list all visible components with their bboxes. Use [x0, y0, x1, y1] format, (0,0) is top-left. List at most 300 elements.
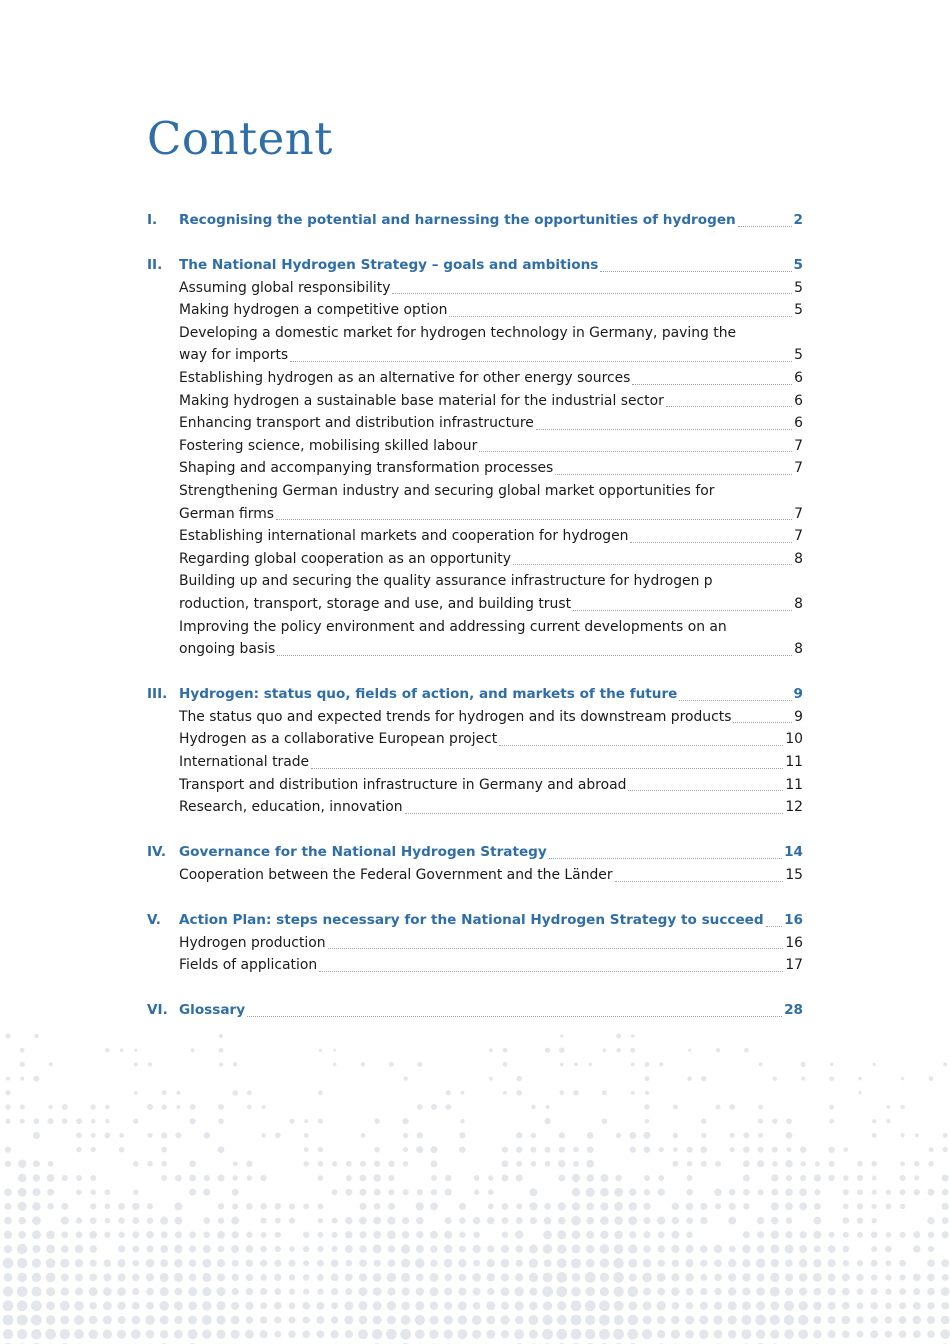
decorative-dot: [430, 1302, 438, 1310]
decorative-dot: [886, 1190, 891, 1195]
decorative-dot: [460, 1091, 464, 1095]
dot-leader: [290, 361, 792, 362]
decorative-dot: [587, 1146, 594, 1153]
decorative-dot: [858, 1077, 862, 1081]
decorative-dot: [402, 1231, 409, 1238]
decorative-dot: [613, 1258, 623, 1268]
decorative-dot: [260, 1316, 267, 1323]
decorative-dot: [556, 1286, 567, 1297]
decorative-dot: [134, 1049, 137, 1052]
decorative-dot: [416, 1202, 424, 1210]
decorative-dot: [942, 1203, 949, 1210]
decorative-dot: [31, 1315, 42, 1326]
decorative-dot: [202, 1259, 211, 1268]
decorative-dot: [672, 1259, 679, 1266]
toc-section-heading[interactable]: [147, 841, 803, 864]
decorative-dot: [786, 1217, 793, 1224]
toc-section-heading[interactable]: [147, 209, 803, 232]
decorative-dot: [798, 1315, 808, 1325]
decorative-dot: [714, 1288, 721, 1295]
decorative-dot: [203, 1217, 210, 1224]
decorative-dot: [813, 1330, 822, 1339]
decorative-dot: [233, 1062, 237, 1066]
decorative-dot: [800, 1175, 806, 1181]
decorative-dot: [444, 1288, 452, 1296]
decorative-dot: [20, 1077, 24, 1081]
decorative-dot: [571, 1300, 582, 1311]
decorative-dot: [217, 1231, 225, 1239]
decorative-dot: [430, 1259, 437, 1266]
decorative-dot: [274, 1302, 282, 1310]
decorative-dot: [274, 1274, 281, 1281]
decorative-dot: [813, 1316, 821, 1324]
decorative-dot: [76, 1218, 82, 1224]
decorative-dot: [261, 1232, 267, 1238]
decorative-dot: [430, 1203, 438, 1211]
toc-entry[interactable]: [147, 390, 803, 413]
decorative-dot: [857, 1232, 863, 1238]
decorative-dot: [516, 1260, 523, 1267]
decorative-dot: [416, 1287, 424, 1295]
decorative-dot: [202, 1315, 212, 1325]
decorative-dot: [60, 1316, 69, 1325]
decorative-dot: [885, 1331, 892, 1338]
decorative-dot: [744, 1048, 749, 1053]
decorative-dot: [458, 1287, 466, 1295]
decorative-dot: [687, 1076, 692, 1081]
decorative-dot: [700, 1245, 708, 1253]
decorative-dot: [317, 1330, 325, 1338]
decorative-dot: [928, 1232, 934, 1238]
decorative-dot: [360, 1161, 366, 1167]
decorative-dot: [345, 1189, 352, 1196]
decorative-dot: [771, 1259, 779, 1267]
decorative-dot: [359, 1245, 366, 1252]
decorative-dot: [175, 1231, 182, 1238]
toc-section-heading[interactable]: [147, 683, 803, 706]
entry-page-number: 9: [794, 708, 803, 725]
entry-page-number: 7: [794, 437, 803, 454]
decorative-dot: [557, 1301, 566, 1310]
decorative-dot: [503, 1091, 507, 1095]
decorative-dot: [359, 1301, 368, 1310]
toc-entry[interactable]: [147, 525, 803, 548]
decorative-dot: [714, 1245, 722, 1253]
decorative-dot: [374, 1147, 380, 1153]
dot-leader: [600, 271, 791, 272]
decorative-dot: [927, 1330, 935, 1338]
decorative-dot: [657, 1330, 665, 1338]
decorative-dot: [473, 1231, 480, 1238]
decorative-dot: [318, 1161, 323, 1166]
decorative-dot: [613, 1329, 624, 1340]
decorative-dot: [857, 1161, 863, 1167]
decorative-dot: [247, 1090, 252, 1095]
decorative-dot: [318, 1119, 323, 1124]
decorative-dot: [246, 1260, 253, 1267]
decorative-dot: [47, 1203, 54, 1210]
decorative-dot: [90, 1203, 96, 1209]
decorative-dot: [573, 1147, 579, 1153]
decorative-dot: [417, 1189, 423, 1195]
decorative-dot: [585, 1300, 596, 1311]
decorative-dot: [899, 1302, 906, 1309]
decorative-dot: [160, 1330, 168, 1338]
decorative-dot: [714, 1302, 722, 1310]
decorative-dot: [132, 1288, 139, 1295]
decorative-dot: [728, 1301, 737, 1310]
decorative-dot: [815, 1161, 820, 1166]
decorative-dot: [17, 1315, 28, 1326]
decorative-dot: [530, 1147, 536, 1153]
decorative-dot: [472, 1315, 482, 1325]
decorative-dot: [645, 1119, 650, 1124]
decorative-dot: [218, 1118, 224, 1124]
decorative-dot: [672, 1302, 680, 1310]
decorative-dot: [89, 1274, 97, 1282]
toc-entry[interactable]: [147, 774, 803, 797]
toc-entry[interactable]: [147, 367, 803, 390]
decorative-dot: [303, 1161, 308, 1166]
decorative-dot: [829, 1119, 834, 1124]
dot-leader: [328, 948, 784, 949]
decorative-dot: [430, 1287, 439, 1296]
decorative-dot: [34, 1118, 40, 1124]
decorative-dot: [644, 1189, 650, 1195]
decorative-dot: [559, 1132, 565, 1138]
decorative-dot: [900, 1189, 906, 1195]
toc-entry[interactable]: [147, 412, 803, 435]
decorative-dot: [246, 1316, 254, 1324]
decorative-dot: [4, 1217, 12, 1225]
decorative-dot: [743, 1146, 749, 1152]
decorative-dot: [118, 1273, 126, 1281]
decorative-dot: [303, 1204, 309, 1210]
decorative-dot: [388, 1189, 394, 1195]
decorative-dot: [799, 1188, 807, 1196]
entry-page-number: 8: [794, 641, 803, 658]
decorative-dot: [929, 1147, 934, 1152]
section-page-number: 14: [784, 844, 803, 861]
decorative-dot: [913, 1231, 920, 1238]
decorative-dot: [118, 1217, 125, 1224]
toc-entry-line[interactable]: Strengthening German industry and securing global market opportunities for: [179, 483, 715, 500]
decorative-dot: [417, 1062, 422, 1067]
decorative-dot: [473, 1260, 480, 1267]
decorative-dot: [756, 1259, 765, 1268]
decorative-dot: [685, 1273, 693, 1281]
dot-pattern-decoration: [0, 1020, 950, 1344]
dot-leader: [311, 768, 783, 769]
decorative-dot: [728, 1315, 737, 1324]
decorative-dot: [557, 1258, 567, 1268]
entry-title: German firms: [179, 505, 275, 522]
decorative-dot: [275, 1133, 281, 1139]
toc-entry[interactable]: [147, 796, 803, 819]
decorative-dot: [743, 1189, 750, 1196]
decorative-dot: [403, 1161, 408, 1166]
decorative-dot: [871, 1246, 877, 1252]
decorative-dot: [585, 1272, 596, 1283]
decorative-dot: [643, 1203, 650, 1210]
decorative-dot: [756, 1329, 765, 1338]
section-page-number: 16: [784, 912, 803, 929]
decorative-dot: [586, 1217, 594, 1225]
decorative-dot: [388, 1245, 395, 1252]
decorative-dot: [60, 1301, 70, 1311]
decorative-dot: [885, 1289, 891, 1295]
decorative-dot: [61, 1245, 69, 1253]
decorative-dot: [729, 1104, 734, 1109]
decorative-dot: [673, 1147, 678, 1152]
decorative-dot: [429, 1315, 438, 1324]
decorative-dot: [232, 1175, 237, 1180]
decorative-dot: [844, 1147, 849, 1152]
toc-entry[interactable]: [147, 457, 803, 480]
decorative-dot: [501, 1174, 508, 1181]
decorative-dot: [48, 1161, 54, 1167]
entry-title: Assuming global responsibility: [179, 279, 391, 296]
decorative-dot: [614, 1188, 623, 1197]
decorative-dot: [742, 1245, 750, 1253]
decorative-dot: [120, 1048, 124, 1052]
decorative-dot: [331, 1288, 338, 1295]
decorative-dot: [813, 1301, 822, 1310]
decorative-dot: [528, 1315, 538, 1325]
decorative-dot: [472, 1330, 481, 1339]
decorative-dot: [516, 1161, 522, 1167]
decorative-dot: [770, 1273, 779, 1282]
entry-title: Shaping and accompanying transformation processes: [179, 460, 554, 477]
decorative-dot: [445, 1189, 452, 1196]
decorative-dot: [616, 1133, 622, 1139]
toc-entry[interactable]: [147, 954, 803, 977]
decorative-dot: [288, 1260, 295, 1267]
decorative-dot: [714, 1259, 722, 1267]
decorative-dot: [543, 1244, 552, 1253]
decorative-dot: [345, 1288, 352, 1295]
entry-page-number: 11: [785, 754, 803, 771]
decorative-dot: [544, 1118, 550, 1124]
decorative-dot: [644, 1146, 650, 1152]
toc-entry[interactable]: [147, 503, 803, 526]
decorative-dot: [630, 1146, 636, 1152]
decorative-dot: [572, 1230, 581, 1239]
decorative-dot: [699, 1315, 708, 1324]
decorative-dot: [89, 1302, 96, 1309]
decorative-dot: [628, 1216, 637, 1225]
decorative-dot: [529, 1202, 537, 1210]
decorative-dot: [913, 1302, 921, 1310]
toc-section-heading[interactable]: [147, 999, 803, 1022]
page-title: Content: [147, 112, 333, 165]
decorative-dot: [545, 1161, 551, 1167]
decorative-dot: [728, 1217, 736, 1225]
decorative-dot: [829, 1232, 835, 1238]
decorative-dot: [217, 1273, 225, 1281]
decorative-dot: [529, 1188, 537, 1196]
toc-entry-line[interactable]: Improving the policy environment and addressing current developments on an: [179, 618, 727, 635]
decorative-dot: [402, 1118, 408, 1124]
decorative-dot: [515, 1301, 524, 1310]
decorative-dot: [759, 1062, 763, 1066]
decorative-dot: [856, 1274, 863, 1281]
toc-entry[interactable]: [147, 435, 803, 458]
decorative-dot: [202, 1301, 211, 1310]
decorative-dot: [48, 1105, 52, 1109]
decorative-dot: [501, 1245, 509, 1253]
decorative-dot: [843, 1175, 849, 1181]
toc-entry-line[interactable]: Building up and securing the quality assurance infrastructure for hydrogen p: [179, 573, 713, 590]
decorative-dot: [303, 1232, 309, 1238]
decorative-dot: [899, 1316, 907, 1324]
decorative-dot: [317, 1288, 323, 1294]
toc-section: [147, 841, 803, 886]
decorative-dot: [501, 1330, 509, 1338]
decorative-dot: [373, 1316, 382, 1325]
decorative-dot: [800, 1146, 806, 1152]
decorative-dot: [333, 1063, 337, 1067]
decorative-dot: [132, 1246, 139, 1253]
decorative-dot: [943, 1147, 948, 1152]
toc-entry[interactable]: [147, 277, 803, 300]
decorative-dot: [644, 1076, 649, 1081]
toc-section-heading[interactable]: [147, 909, 803, 932]
toc-entry[interactable]: [147, 864, 803, 887]
dot-leader: [679, 700, 791, 701]
toc-entry[interactable]: [147, 751, 803, 774]
decorative-dot: [134, 1062, 138, 1066]
toc-section-heading[interactable]: [147, 254, 803, 277]
decorative-dot: [333, 1049, 336, 1052]
decorative-dot: [784, 1301, 794, 1311]
decorative-dot: [31, 1287, 41, 1297]
decorative-dot: [74, 1329, 84, 1339]
decorative-dot: [3, 1329, 13, 1339]
decorative-dot: [913, 1330, 921, 1338]
decorative-dot: [843, 1217, 850, 1224]
decorative-dot: [344, 1301, 353, 1310]
decorative-dot: [701, 1076, 706, 1081]
decorative-dot: [571, 1287, 581, 1297]
decorative-dot: [275, 1218, 281, 1224]
decorative-dot: [117, 1330, 126, 1339]
decorative-dot: [189, 1175, 196, 1182]
decorative-dot: [743, 1132, 749, 1138]
decorative-dot: [33, 1132, 40, 1139]
toc-entry[interactable]: [147, 638, 803, 661]
decorative-dot: [628, 1244, 637, 1253]
decorative-dot: [599, 1329, 610, 1340]
decorative-dot: [913, 1274, 921, 1282]
decorative-dot: [900, 1232, 906, 1238]
decorative-dot: [34, 1034, 39, 1039]
decorative-dot: [785, 1287, 793, 1295]
decorative-dot: [572, 1273, 581, 1282]
decorative-dot: [784, 1315, 794, 1325]
toc-entry[interactable]: [147, 548, 803, 571]
decorative-dot: [758, 1119, 763, 1124]
decorative-dot: [728, 1287, 736, 1295]
decorative-dot: [317, 1274, 324, 1281]
decorative-dot: [573, 1161, 579, 1167]
decorative-dot: [388, 1161, 395, 1168]
decorative-dot: [160, 1245, 168, 1253]
decorative-dot: [331, 1302, 338, 1309]
decorative-dot: [146, 1288, 154, 1296]
toc-entry[interactable]: [147, 593, 803, 616]
decorative-dot: [486, 1330, 495, 1339]
decorative-dot: [728, 1259, 736, 1267]
decorative-dot: [686, 1259, 694, 1267]
decorative-dot: [486, 1316, 495, 1325]
decorative-dot: [373, 1174, 381, 1182]
decorative-dot: [61, 1216, 69, 1224]
decorative-dot: [132, 1302, 140, 1310]
decorative-dot: [699, 1329, 709, 1339]
decorative-dot: [332, 1218, 338, 1224]
decorative-dot: [786, 1118, 792, 1124]
decorative-dot: [17, 1258, 27, 1268]
decorative-dot: [274, 1331, 281, 1338]
toc-entry[interactable]: [147, 299, 803, 322]
entry-title: Establishing hydrogen as an alternative for other energy sources: [179, 370, 631, 387]
decorative-dot: [488, 1175, 493, 1180]
decorative-dot: [743, 1203, 749, 1209]
decorative-dot: [645, 1062, 650, 1067]
decorative-dot: [686, 1217, 693, 1224]
toc-entry-line[interactable]: Developing a domestic market for hydrogen technology in Germany, paving the: [179, 324, 737, 341]
decorative-dot: [76, 1231, 83, 1238]
decorative-dot: [586, 1287, 595, 1296]
decorative-dot: [445, 1217, 452, 1224]
decorative-dot: [431, 1189, 437, 1195]
decorative-dot: [473, 1288, 481, 1296]
decorative-dot: [62, 1104, 68, 1110]
decorative-dot: [203, 1231, 210, 1238]
toc-entry[interactable]: [147, 706, 803, 729]
decorative-dot: [657, 1245, 664, 1252]
toc-entry[interactable]: [147, 728, 803, 751]
toc-entry[interactable]: [147, 932, 803, 955]
decorative-dot: [148, 1062, 152, 1066]
decorative-dot: [76, 1189, 82, 1195]
decorative-dot: [431, 1160, 438, 1167]
decorative-dot: [387, 1301, 397, 1311]
decorative-dot: [402, 1288, 410, 1296]
decorative-dot: [373, 1301, 382, 1310]
decorative-dot: [217, 1174, 224, 1181]
decorative-dot: [502, 1146, 508, 1152]
decorative-dot: [20, 1048, 25, 1053]
decorative-dot: [771, 1231, 779, 1239]
decorative-dot: [573, 1090, 578, 1095]
decorative-dot: [913, 1288, 920, 1295]
decorative-dot: [359, 1273, 367, 1281]
decorative-dot: [588, 1063, 592, 1067]
decorative-dot: [886, 1260, 892, 1266]
decorative-dot: [545, 1048, 550, 1053]
decorative-dot: [886, 1105, 890, 1109]
decorative-dot: [915, 1133, 919, 1137]
decorative-dot: [700, 1203, 707, 1210]
decorative-dot: [771, 1189, 778, 1196]
decorative-dot: [842, 1330, 850, 1338]
decorative-dot: [118, 1232, 124, 1238]
decorative-dot: [629, 1189, 636, 1196]
toc-entry[interactable]: [147, 344, 803, 367]
dot-leader: [319, 971, 783, 972]
